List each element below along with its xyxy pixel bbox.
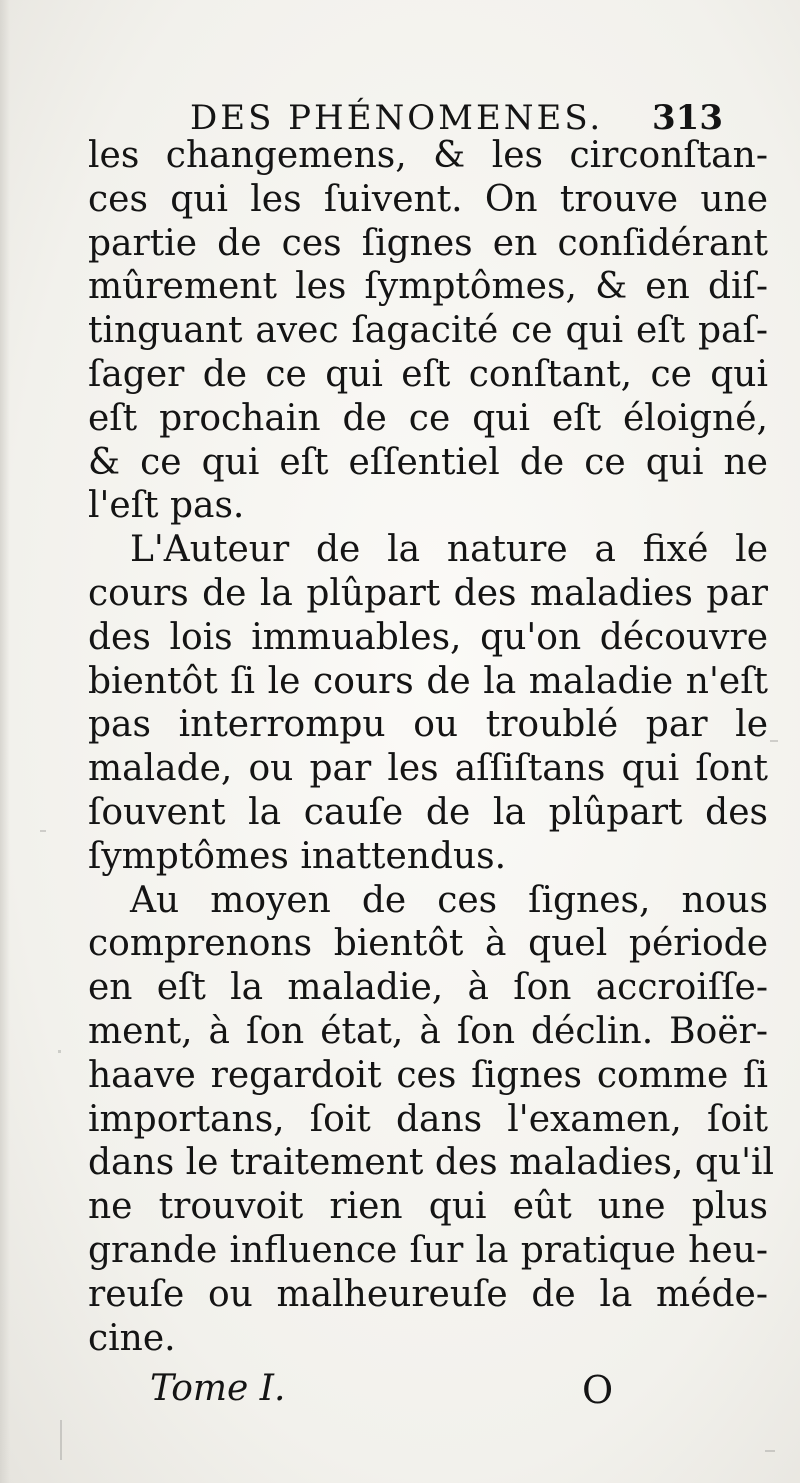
text-line: comprenons bientôt à quel période xyxy=(88,923,768,965)
text-line: reuſe ou malheureuſe de la méde- xyxy=(88,1273,768,1315)
text-line: ſager de ce qui eſt conſtant, ce qui xyxy=(88,353,768,395)
text-line: grande influence ſur la pratique heu- xyxy=(88,1229,768,1271)
gathering-mark: O xyxy=(582,1368,614,1412)
text-line: ſouvent la cauſe de la plûpart des xyxy=(88,791,768,833)
text-line: les changemens, & les circonſtan- xyxy=(88,135,768,176)
paper-speck xyxy=(770,740,778,742)
running-head-title: DES PHÉNOMENES. xyxy=(190,98,604,138)
text-line: partie de ces ſignes en conſidérant xyxy=(88,222,768,264)
text-line: cine. xyxy=(88,1317,176,1359)
paper-speck xyxy=(40,830,46,832)
text-line: tinguant avec ſagacité ce qui eſt paſ- xyxy=(88,310,768,352)
text-line: haave regardoit ces ſignes comme ſi xyxy=(88,1054,768,1096)
text-line: bientôt ſi le cours de la maladie n'eſt xyxy=(88,660,768,702)
page-edge-shadow xyxy=(0,0,10,1483)
text-line: & ce qui eſt eſſentiel de ce qui ne xyxy=(88,441,768,483)
text-line: ne trouvoit rien qui eût une plus xyxy=(88,1186,768,1228)
text-line: ces qui les ſuivent. On trouve une xyxy=(88,178,768,220)
paper-speck xyxy=(60,1420,62,1460)
text-line: importans, ſoit dans l'examen, ſoit xyxy=(88,1098,768,1140)
page-number: 313 xyxy=(652,98,723,138)
text-line: Au moyen de ces ſignes, nous xyxy=(130,879,768,921)
volume-signature: Tome I. xyxy=(150,1368,286,1409)
text-line: l'eſt pas. xyxy=(88,485,245,527)
text-line: L'Auteur de la nature a fixé le xyxy=(130,529,768,571)
paper-speck xyxy=(765,1450,775,1452)
paper-speck xyxy=(58,1050,61,1053)
text-line: eſt prochain de ce qui eſt éloigné, xyxy=(88,397,768,439)
text-line: pas interrompu ou troublé par le xyxy=(88,704,768,746)
text-line: dans le traitement des maladies, qu'il xyxy=(88,1142,775,1184)
text-line: ment, à ſon état, à ſon déclin. Boër- xyxy=(88,1010,768,1052)
text-line: mûrement les ſymptômes, & en diſ- xyxy=(88,266,768,308)
page-footer xyxy=(150,1368,620,1412)
text-line: des lois immuables, qu'on découvre xyxy=(88,616,768,658)
text-line: ſymptômes inattendus. xyxy=(88,835,507,877)
text-line: cours de la plûpart des maladies par xyxy=(88,572,768,614)
text-line: malade, ou par les aſſiſtans qui ſont xyxy=(88,748,768,790)
running-head xyxy=(190,98,770,138)
body-text xyxy=(88,134,775,1360)
text-line: en eſt la maladie, à ſon accroiſſe- xyxy=(88,967,768,1009)
